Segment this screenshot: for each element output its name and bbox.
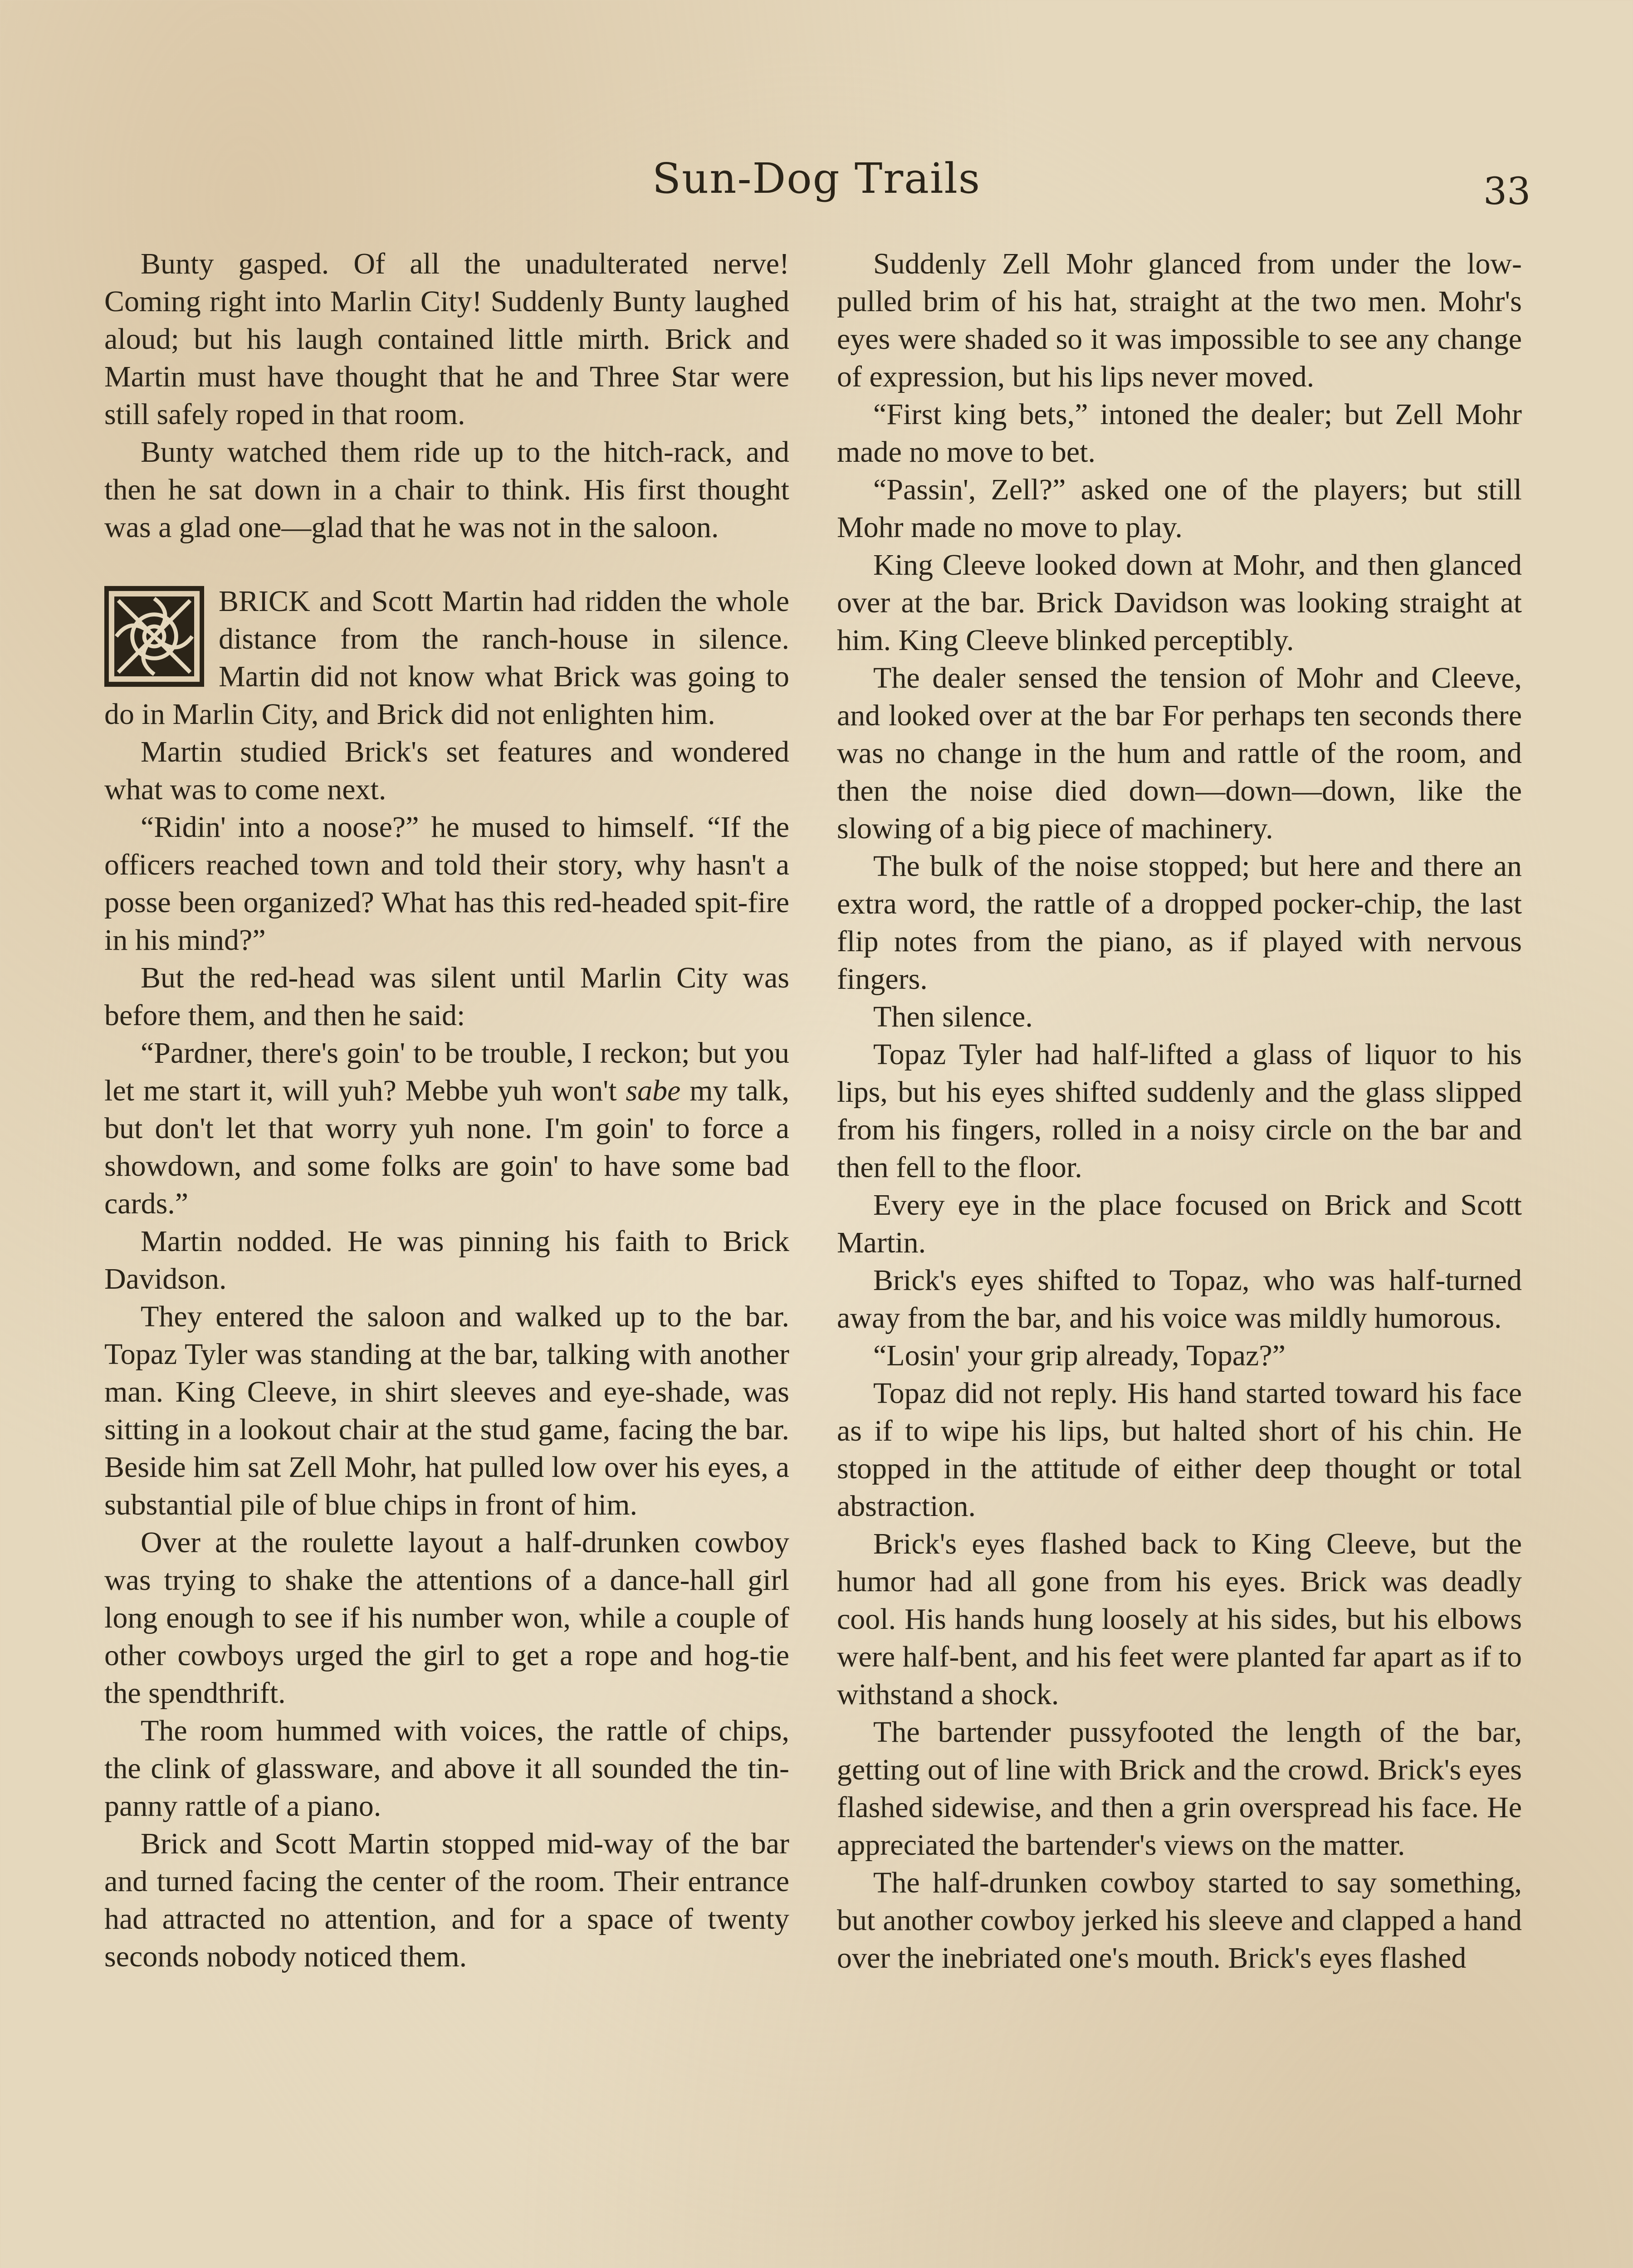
right-text-column xyxy=(837,245,1522,1977)
paragraph: “Losin' your grip already, Topaz?” xyxy=(873,1339,1286,1372)
left-text-column xyxy=(104,245,789,1975)
paragraph: The dealer sensed the tension of Mohr and Cleeve, and looked over at the bar For perhaps ten seconds there was no change in the hum and rattle of the room, and then the noise died down—down—down, like the slowing of a big piece of machinery. xyxy=(837,661,1522,845)
italic-word: sabe xyxy=(626,1074,681,1107)
paragraph-text: “Pardner, there's goin' to be trouble, I reckon; but you let me start it, will yuh? Mebbe yuh won't xyxy=(104,1036,789,1107)
paragraph: King Cleeve looked down at Mohr, and then glanced over at the bar. Brick Davidson was looking straight at him. King Cleeve blinked perceptibly. xyxy=(837,548,1522,657)
celtic-knot-ornament-icon xyxy=(104,584,204,689)
paragraph: They entered the saloon and walked up to the bar. Topaz Tyler was standing at the bar, talking with another man. King Cleeve, in shirt sleeves and eye-shade, was sitting in a lookout chair at the stud game, facing the bar. Beside him sat Zell Mohr, hat pulled low over his eyes, a substantial pile of blue chips in front of him. xyxy=(104,1300,789,1521)
paragraph: Over at the roulette layout a half-drunken cowboy was trying to shake the attentions of a dance-hall girl long enough to see if his number won, while a couple of other cowboys urged the girl to get a rope and hog-tie the spendthrift. xyxy=(104,1526,789,1710)
paragraph: Martin studied Brick's set features and wondered what was to come next. xyxy=(104,735,789,806)
paragraph: Topaz did not reply. His hand started toward his face as if to wipe his lips, but halted short of his chin. He stopped in the attitude of either deep thought or total abstraction. xyxy=(837,1377,1522,1523)
paragraph: The room hummed with voices, the rattle of chips, the clink of glassware, and above it all sounded the tin-panny rattle of a piano. xyxy=(104,1714,789,1823)
paragraph-text: BRICK and Scott Martin had ridden the whole distance from the ranch-house in silence. Martin did not know what Brick was going to do in Marlin City, and Brick did not enlighten him. xyxy=(104,585,789,731)
paragraph: “Passin', Zell?” asked one of the players; but still Mohr made no move to play. xyxy=(837,473,1522,544)
page-number: 33 xyxy=(1483,170,1531,213)
paragraph: Bunty watched them ride up to the hitch-rack, and then he sat down in a chair to think. His first thought was a glad one—glad that he was not in the saloon. xyxy=(104,435,789,544)
paragraph-text: my talk, but don't let that worry yuh none. I'm goin' to force a showdown, and some folks are goin' to have some bad cards.” xyxy=(104,1074,789,1220)
paragraph: Topaz Tyler had half-lifted a glass of liquor to his lips, but his eyes shifted suddenly and the glass slipped from his fingers, rolled in a noisy circle on the bar and then fell to the floor. xyxy=(837,1038,1522,1184)
paragraph: “First king bets,” intoned the dealer; but Zell Mohr made no move to bet. xyxy=(837,398,1522,469)
paragraph: The half-drunken cowboy started to say something, but another cowboy jerked his sleeve and clapped a hand over the inebriated one's mouth. Brick's eyes flashed xyxy=(837,1866,1522,1975)
paragraph: The bulk of the noise stopped; but here and there an extra word, the rattle of a dropped pocker-chip, the last flip notes from the piano, as if played with nervous fingers. xyxy=(837,850,1522,996)
paragraph: Martin nodded. He was pinning his faith to Brick Davidson. xyxy=(104,1225,789,1295)
section-break xyxy=(104,546,789,582)
section-opening-paragraph xyxy=(104,582,789,733)
paragraph: Then silence. xyxy=(873,1000,1033,1033)
running-header-title: Sun-Dog Trails xyxy=(652,154,981,203)
paragraph: But the red-head was silent until Marlin City was before them, and then he said: xyxy=(104,961,789,1032)
paragraph: Every eye in the place focused on Brick and Scott Martin. xyxy=(837,1188,1522,1259)
paragraph: The bartender pussyfooted the length of the bar, getting out of line with Brick and the crowd. Brick's eyes flashed sidewise, and then a grin overspread his face. He appreciated the bartender's views on the matter. xyxy=(837,1716,1522,1862)
paragraph: Suddenly Zell Mohr glanced from under the low-pulled brim of his hat, straight at the two men. Mohr's eyes were shaded so it was impossible to see any change of expression, but his lips never moved. xyxy=(837,247,1522,393)
paragraph xyxy=(104,1034,789,1222)
paragraph: Bunty gasped. Of all the unadulterated nerve! Coming right into Marlin City! Suddenly Bunty laughed aloud; but his laugh contained little mirth. Brick and Martin must have thought that he and Three Star were still safely roped in that room. xyxy=(104,247,789,431)
paragraph: Brick's eyes shifted to Topaz, who was half-turned away from the bar, and his voice was mildly humorous. xyxy=(837,1264,1522,1334)
paragraph: Brick and Scott Martin stopped mid-way of the bar and turned facing the center of the room. Their entrance had attracted no attention, and for a space of twenty seconds nobody noticed them. xyxy=(104,1827,789,1973)
paragraph: Brick's eyes flashed back to King Cleeve, but the humor had all gone from his eyes. Brick was deadly cool. His hands hung loosely at his sides, but his elbows were half-bent, and his feet were planted far apart as if to withstand a shock. xyxy=(837,1527,1522,1711)
paragraph: “Ridin' into a noose?” he mused to himself. “If the officers reached town and told their story, why hasn't a posse been organized? What has this red-headed spit-fire in his mind?” xyxy=(104,811,789,957)
